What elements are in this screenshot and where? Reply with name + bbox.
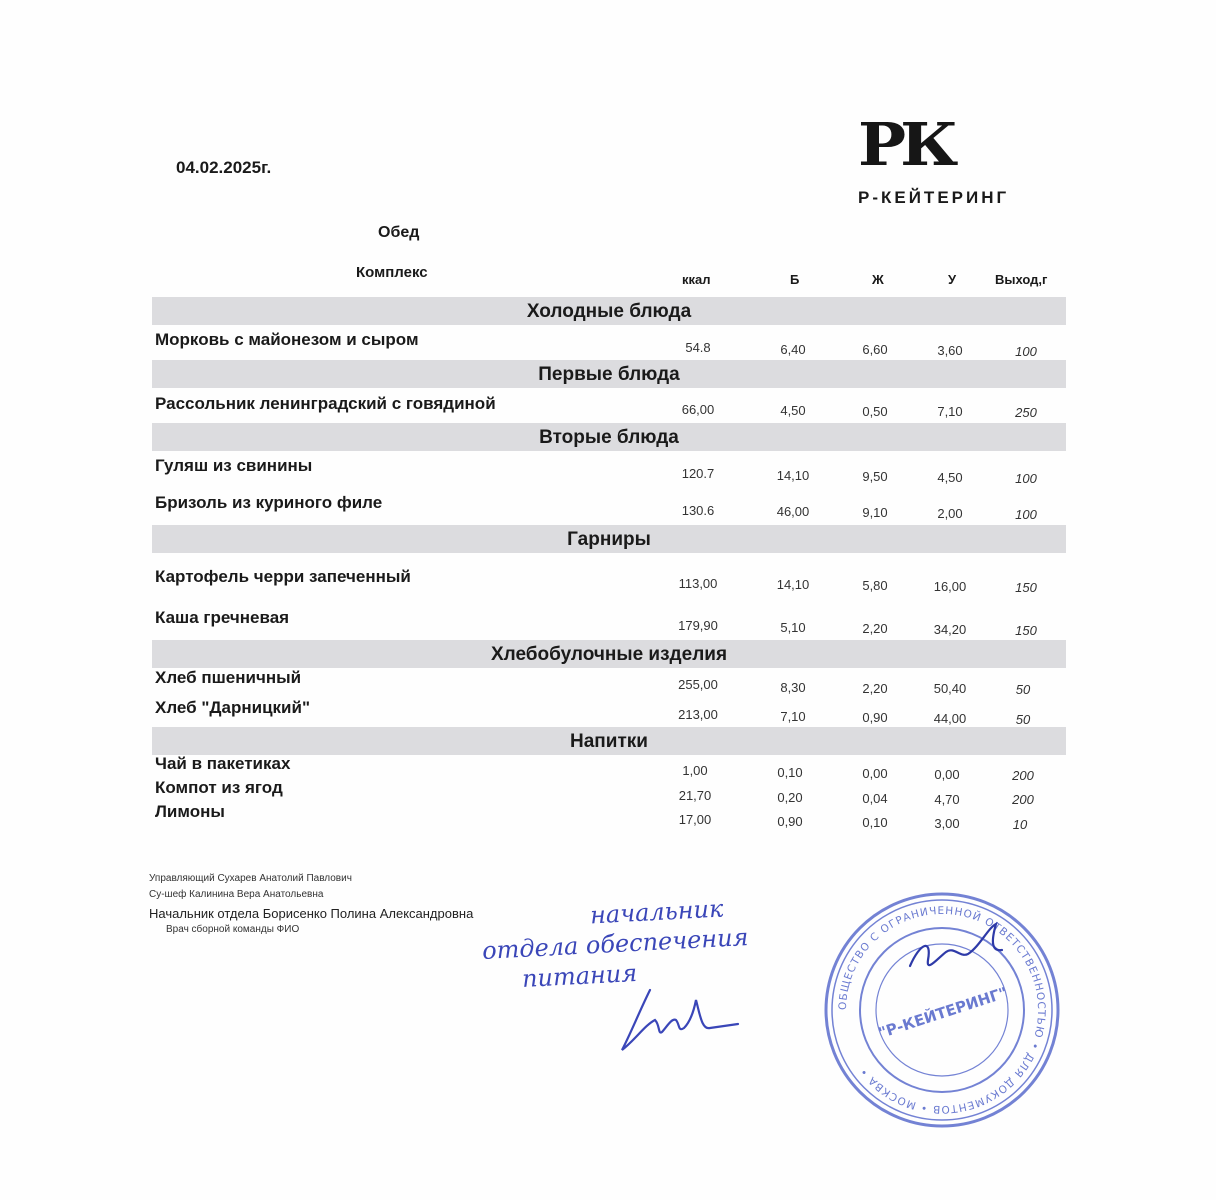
- carb-value: 34,20: [933, 622, 967, 637]
- protein-value: 14,10: [776, 577, 810, 592]
- fat-value: 0,50: [862, 404, 888, 419]
- kcal-value: 113,00: [678, 576, 718, 591]
- handwriting-line: отдела обеспечения: [481, 923, 750, 965]
- fat-value: 9,50: [862, 469, 888, 484]
- output-value: 100: [1015, 344, 1037, 359]
- carb-value: 4,70: [934, 792, 960, 807]
- kcal-value: 66,00: [681, 402, 715, 417]
- staff-manager: Управляющий Сухарев Анатолий Павлович: [149, 873, 352, 884]
- handwriting-line: начальник: [589, 894, 724, 930]
- section-band: [152, 727, 1066, 755]
- dish-name: Хлеб "Дарницкий": [155, 698, 311, 717]
- kcal-value: 255,00: [678, 677, 718, 692]
- dish-name: Рассольник ленинградский с говядиной: [155, 394, 496, 413]
- staff-head: Начальник отдела Борисенко Полина Александровна: [149, 906, 474, 921]
- fat-value: 2,20: [862, 681, 888, 696]
- protein-value: 0,90: [777, 814, 803, 829]
- protein-value: 0,10: [777, 765, 803, 780]
- carb-value: 2,00: [937, 506, 963, 521]
- output-value: 100: [1015, 507, 1037, 522]
- staff-sous-chef: Су-шеф Калинина Вера Анатольевна: [149, 889, 324, 900]
- fat-value: 9,10: [862, 505, 888, 520]
- column-output: Выход,г: [995, 272, 1048, 287]
- protein-value: 46,00: [776, 504, 810, 519]
- section-title: Вторые блюда: [539, 427, 679, 448]
- dish-name: Бризоль из куриного филе: [155, 493, 383, 512]
- section-title: Первые блюда: [538, 364, 680, 385]
- stamp-ring-text: ОБЩЕСТВО С ОГРАНИЧЕННОЙ ОТВЕТСТВЕННОСТЬЮ • ДЛЯ ДОКУМЕНТОВ • МОСКВА •: [836, 904, 1048, 1116]
- kcal-value: 21,70: [678, 788, 712, 803]
- kcal-value: 1,00: [682, 763, 708, 778]
- fat-value: 2,20: [862, 621, 888, 636]
- fat-value: 0,10: [862, 815, 888, 830]
- kcal-value: 130.6: [681, 503, 715, 518]
- section-title: Напитки: [570, 731, 648, 752]
- output-value: 100: [1015, 471, 1037, 486]
- complex-label: Комплекс: [356, 264, 428, 281]
- carb-value: 4,50: [937, 470, 963, 485]
- protein-value: 5,10: [780, 620, 806, 635]
- logo-mark: РК: [858, 110, 953, 180]
- output-value: 200: [1012, 768, 1034, 783]
- dish-name: Компот из ягод: [155, 778, 283, 797]
- dish-name: Картофель черри запеченный: [155, 567, 411, 586]
- stamp-center-text: "Р-КЕЙТЕРИНГ": [876, 983, 1010, 1043]
- section-band: [152, 525, 1066, 553]
- section-title: Гарниры: [567, 529, 651, 550]
- output-value: 10: [1012, 817, 1028, 832]
- section-band: [152, 360, 1066, 388]
- kcal-value: 213,00: [678, 707, 718, 722]
- carb-value: 16,00: [933, 579, 967, 594]
- column-u: У: [948, 272, 957, 287]
- output-value: 250: [1015, 405, 1037, 420]
- protein-value: 14,10: [776, 468, 810, 483]
- fat-value: 6,60: [862, 342, 888, 357]
- protein-value: 7,10: [780, 709, 806, 724]
- column-b: Б: [790, 272, 800, 287]
- fat-value: 0,04: [862, 791, 888, 806]
- output-value: 150: [1015, 580, 1037, 595]
- protein-value: 4,50: [780, 403, 806, 418]
- section-title: Холодные блюда: [526, 301, 692, 322]
- dish-name: Гуляш из свинины: [155, 456, 313, 475]
- fat-value: 0,00: [862, 766, 888, 781]
- kcal-value: 120.7: [681, 466, 715, 481]
- section-band: [152, 423, 1066, 451]
- protein-value: 8,30: [780, 680, 806, 695]
- handwriting-line: питания: [521, 959, 638, 993]
- fat-value: 5,80: [862, 578, 888, 593]
- kcal-value: 17,00: [678, 812, 712, 827]
- protein-value: 0,20: [777, 790, 803, 805]
- protein-value: 6,40: [780, 342, 806, 357]
- section-band: [152, 297, 1066, 325]
- dish-name: Лимоны: [155, 802, 225, 821]
- dish-name: Хлеб пшеничный: [155, 668, 302, 687]
- company-stamp: [820, 888, 1064, 1132]
- fat-value: 0,90: [862, 710, 888, 725]
- logo-text: Р-КЕЙТЕРИНГ: [858, 188, 1010, 207]
- carb-value: 50,40: [933, 681, 967, 696]
- output-value: 200: [1012, 792, 1034, 807]
- carb-value: 0,00: [934, 767, 960, 782]
- carb-value: 44,00: [933, 711, 967, 726]
- section-title: Хлебобулочные изделия: [490, 644, 728, 665]
- kcal-value: 179,90: [678, 618, 718, 633]
- output-value: 50: [1015, 712, 1031, 727]
- section-band: [152, 640, 1066, 668]
- dish-name: Каша гречневая: [155, 608, 290, 627]
- staff-doctor: Врач сборной команды ФИО: [166, 924, 300, 935]
- document-date: 04.02.2025г.: [176, 158, 272, 177]
- column-zh: Ж: [872, 272, 884, 287]
- company-logo: [858, 110, 1058, 208]
- meal-title: Обед: [378, 224, 420, 241]
- kcal-value: 54.8: [685, 340, 711, 355]
- carb-value: 3,00: [934, 816, 960, 831]
- output-value: 150: [1015, 623, 1037, 638]
- carb-value: 3,60: [937, 343, 963, 358]
- column-kcal: ккал: [682, 272, 711, 287]
- output-value: 50: [1015, 682, 1031, 697]
- carb-value: 7,10: [937, 404, 963, 419]
- handwritten-signature: [610, 980, 750, 1060]
- dish-name: Чай в пакетиках: [155, 754, 291, 773]
- dish-name: Морковь с майонезом и сыром: [155, 330, 419, 349]
